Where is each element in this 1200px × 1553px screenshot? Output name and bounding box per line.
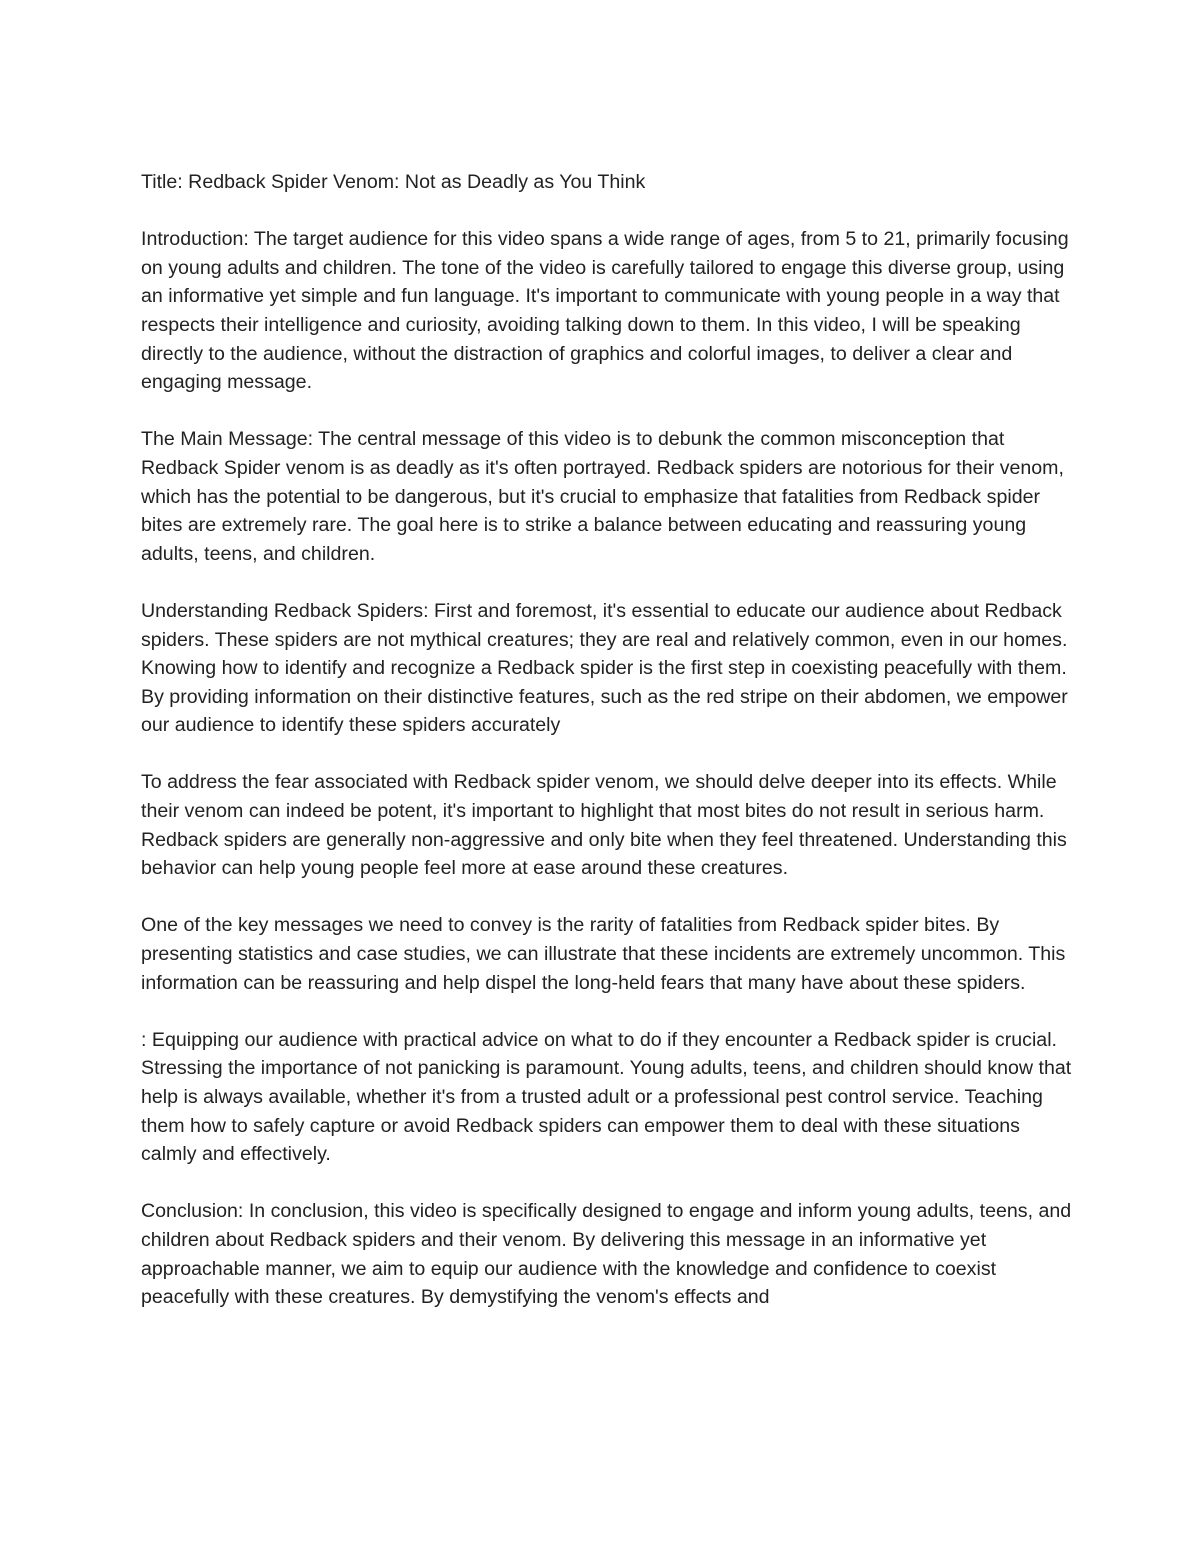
paragraph-main-message: The Main Message: The central message of this video is to debunk the common misconception that Redback Spider venom is as deadly as it's often portrayed. Redback spiders are notorious for their venom, which has the potential to be dangerous, but it's crucial to emphasize that fatalities from Redback spider bites are extremely rare. The goal here is to strike a balance between educating and reassuring young adults, teens, and children. (141, 428, 1064, 565)
paragraph-practical-advice: : Equipping our audience with practical advice on what to do if they encounter a Redback spider is crucial. Stressing the importance of not panicking is paramount. Young adults, teens, and children should know that help is always available, whether it's from a trusted adult or a professional pest control service. Teaching them how to safely capture or avoid Redback spiders can empower them to deal with these situations calmly and effectively. (141, 1028, 1072, 1166)
paragraph-venom-effects: To address the fear associated with Redback spider venom, we should delve deeper into its effects. While their venom can indeed be potent, it's important to highlight that most bites do not result in serious harm. Redback spiders are generally non-aggressive and only bite when they feel threatened. Understanding this behavior can help young people feel more at ease around these creatures. (141, 771, 1067, 880)
document-title: Title: Redback Spider Venom: Not as Deadly as You Think (141, 171, 646, 193)
paragraph-introduction: Introduction: The target audience for this video spans a wide range of ages, from 5 to 21, primarily focusing on young adults and children. The tone of the video is carefully tailored to engage this diverse group, using an informative yet simple and fun language. It's important to communicate with young people in a way that respects their intelligence and curiosity, avoiding talking down to them. In this video, I will be speaking directly to the audience, without the distraction of graphics and colorful images, to deliver a clear and engaging message. (141, 228, 1069, 394)
paragraph-rarity-of-fatalities: One of the key messages we need to convey is the rarity of fatalities from Redback spider bites. By presenting statistics and case studies, we can illustrate that these incidents are extremely uncommon. This information can be reassuring and help dispel the long-held fears that many have about these spiders. (141, 914, 1066, 994)
paragraph-understanding-redback-spiders: Understanding Redback Spiders: First and foremost, it's essential to educate our audience about Redback spiders. These spiders are not mythical creatures; they are real and relatively common, even in our homes. Knowing how to identify and recognize a Redback spider is the first step in coexisting peacefully with them. By providing information on their distinctive features, such as the red stripe on their abdomen, we empower our audience to identify these spiders accurately (141, 599, 1068, 737)
document-body (141, 168, 1076, 1312)
paragraph-conclusion: Conclusion: In conclusion, this video is specifically designed to engage and inform young adults, teens, and children about Redback spiders and their venom. By delivering this message in an informative yet approachable manner, we aim to equip our audience with the knowledge and confidence to coexist peacefully with these creatures. By demystifying the venom's effects and (141, 1200, 1072, 1309)
